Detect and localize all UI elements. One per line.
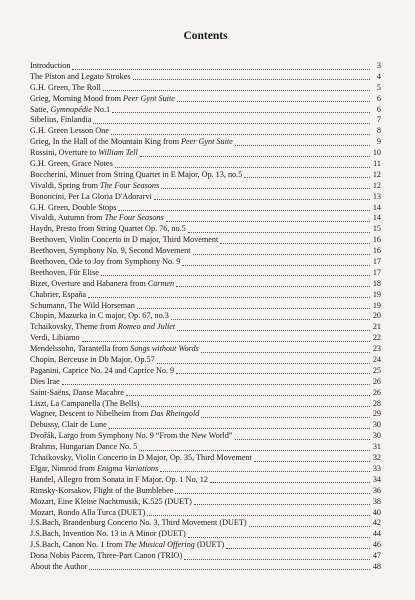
toc-entry-text: The Piston and Legato Strokes — [30, 71, 131, 81]
toc-entry-text: Chopin, Mazurka in C major, Op. 67, no.3 — [30, 311, 169, 321]
toc-entry-text: Saint-Saëns, Danse Macabre — [30, 387, 124, 397]
dot-leader — [141, 406, 370, 407]
toc-entry-title — [30, 213, 164, 224]
toc-entry[interactable] — [30, 486, 381, 497]
dot-leader — [161, 188, 370, 189]
toc-page-number: 9 — [376, 137, 381, 147]
toc-page-number: 6 — [376, 93, 381, 103]
toc-entry-text: Rimsky-Korsakov, Flight of the Bumblebee — [30, 485, 174, 495]
toc-entry[interactable] — [30, 464, 381, 475]
toc-entry-text: Brahms, Hungarian Dance No. 5 — [30, 442, 138, 452]
toc-page-number: 32 — [372, 453, 381, 463]
dot-leader — [175, 493, 370, 494]
dot-leader — [137, 308, 370, 309]
dot-leader — [118, 210, 370, 211]
toc-page-number: 12 — [372, 180, 381, 190]
toc-entry-text: Wagner, Descent to Nibelheim from — [30, 409, 151, 419]
dot-leader — [249, 526, 370, 527]
dot-leader — [182, 265, 370, 266]
toc-entry-text: Bizet, Overture and Habanera from — [30, 278, 148, 288]
toc-entry[interactable] — [30, 279, 381, 290]
toc-entry-title — [30, 529, 186, 540]
toc-entry-title — [30, 181, 159, 192]
toc-entry-title — [30, 61, 70, 72]
toc-entry-text: Sibelius, Finlandia — [30, 115, 92, 125]
dot-leader — [193, 254, 370, 255]
toc-entry-text: Chabrier, España — [30, 289, 87, 299]
toc-entry-title — [30, 148, 138, 159]
toc-entry[interactable] — [30, 344, 381, 355]
toc-entry-text: Vivaldi, Autumn from — [30, 213, 105, 223]
toc-entry[interactable] — [30, 442, 381, 453]
toc-entry-text: G.H. Green Lesson One — [30, 126, 109, 136]
toc-entry-text: Tchaikovsky, Theme from — [30, 322, 118, 332]
toc-page-number: 16 — [372, 235, 381, 245]
toc-page-number: 21 — [372, 322, 381, 332]
toc-entry-text: Elgar, Nimrod from — [30, 463, 97, 473]
toc-page-number: 44 — [372, 529, 381, 539]
toc-entry[interactable] — [30, 115, 381, 126]
toc-entry-title — [30, 235, 218, 246]
toc-page-number: 10 — [372, 148, 381, 158]
toc-page-number: 26 — [372, 387, 381, 397]
toc-entry[interactable] — [30, 257, 381, 268]
toc-page-number: 4 — [376, 71, 381, 81]
toc-entry-text: Beethoven, Für Elise — [30, 267, 99, 277]
dot-leader — [226, 548, 370, 549]
dot-leader — [235, 145, 370, 146]
toc-entry[interactable] — [30, 235, 381, 246]
dot-leader — [201, 352, 370, 353]
dot-leader — [115, 167, 370, 168]
toc-entry-title — [30, 344, 199, 355]
dot-leader — [157, 363, 370, 364]
toc-entry-text: Mozart, Rondo Alla Turca (DUET) — [30, 507, 146, 517]
toc-entry[interactable] — [30, 388, 381, 399]
toc-entry-text: Liszt, La Campanella (The Bells) — [30, 398, 140, 408]
toc-entry-text: Dies Irae — [30, 376, 60, 386]
toc-page-number: 15 — [372, 224, 381, 234]
toc-entry-suffix: No.1 — [91, 104, 111, 114]
toc-entry-title — [30, 224, 186, 235]
toc-entry-title — [30, 83, 101, 94]
toc-entry-title — [30, 246, 191, 257]
toc-entry[interactable] — [30, 61, 381, 72]
dot-leader — [109, 428, 370, 429]
dot-leader — [140, 156, 370, 157]
toc-entry-title — [30, 126, 109, 137]
toc-entry-text: Grieg, In the Hall of the Mountain King from — [30, 137, 181, 147]
toc-entry[interactable] — [30, 170, 381, 181]
toc-entry[interactable] — [30, 159, 381, 170]
page-title: Contents — [183, 30, 228, 42]
toc-entry[interactable] — [30, 355, 381, 366]
toc-entry[interactable] — [30, 529, 381, 540]
toc-entry[interactable] — [30, 83, 381, 94]
toc-entry-title — [30, 475, 208, 486]
dot-leader — [188, 537, 370, 538]
toc-page-number: 17 — [372, 267, 381, 277]
toc-entry-title — [30, 311, 169, 322]
dot-leader — [133, 79, 370, 80]
dot-leader — [160, 471, 370, 472]
toc-entry[interactable] — [30, 290, 381, 301]
toc-entry-work-title: William Tell — [98, 148, 138, 158]
toc-page-number: 46 — [372, 540, 381, 550]
dot-leader — [201, 417, 370, 418]
toc-entry[interactable] — [30, 475, 381, 486]
toc-entry-title — [30, 409, 199, 420]
toc-page-number: 29 — [372, 409, 381, 419]
toc-entry-text: Schumann, The Wild Horseman — [30, 300, 135, 310]
toc-entry-title — [30, 497, 192, 508]
toc-entry-title — [30, 115, 91, 126]
toc-entry[interactable] — [30, 72, 381, 83]
toc-entry-title — [30, 94, 175, 105]
toc-entry-title — [30, 551, 182, 562]
toc-entry-text: Introduction — [30, 60, 71, 70]
toc-entry[interactable] — [30, 497, 381, 508]
dot-leader — [154, 199, 370, 200]
toc-page-number: 25 — [372, 365, 381, 375]
toc-entry-title — [30, 192, 152, 203]
toc-entry-text: Mozart, Eine Kleine Nachtmusik, K.525 (DUET) — [30, 496, 192, 506]
toc-page-number: 5 — [376, 82, 381, 92]
toc-entry-title — [30, 137, 233, 148]
toc-page-number: 3 — [376, 60, 381, 70]
toc-entry[interactable] — [30, 453, 381, 464]
dot-leader — [235, 439, 370, 440]
toc-entry-text: J.S.Bach, Brandenburg Concerto No. 3, Third Movement (DUET) — [30, 518, 247, 528]
toc-entry-text: Handel, Allegro from Sonata in F Major, Op. 1 No. 12 — [30, 474, 208, 484]
toc-entry-text: Boccherini, Minuet from String Quartet in E Major, Op. 13, no.5 — [30, 169, 243, 179]
dot-leader — [166, 221, 370, 222]
toc-entry[interactable] — [30, 377, 381, 388]
toc-page-number: 24 — [372, 355, 381, 365]
toc-entry[interactable] — [30, 224, 381, 235]
toc-entry-work-title: Enigma Variations — [96, 463, 159, 473]
toc-entry[interactable] — [30, 562, 381, 573]
toc-page-number: 30 — [372, 431, 381, 441]
dot-leader — [188, 232, 370, 233]
toc-page-number: 19 — [372, 300, 381, 310]
toc-entry[interactable] — [30, 181, 381, 192]
toc-page-number: 31 — [372, 442, 381, 452]
toc-entry-text: Bononcini, Per La Gloria D'Adorarvi — [30, 191, 152, 201]
toc-entry[interactable] — [30, 105, 381, 116]
toc-entry-title — [30, 170, 242, 181]
toc-entry-title — [30, 268, 99, 279]
toc-entry[interactable] — [30, 203, 381, 214]
toc-entry-text: J.S.Bach, Canon No. 1 from — [30, 540, 125, 550]
toc-entry-text: Dvořák, Largo from Symphony No. 9 “From the New World” — [30, 431, 233, 441]
toc-entry[interactable] — [30, 137, 381, 148]
toc-entry-title — [30, 366, 174, 377]
toc-page-number: 11 — [373, 159, 381, 168]
dot-leader — [194, 504, 370, 505]
toc-entry[interactable] — [30, 126, 381, 137]
table-of-contents — [30, 61, 381, 573]
toc-page-number: 16 — [372, 246, 381, 256]
dot-leader — [147, 515, 370, 516]
dot-leader — [244, 177, 370, 178]
toc-entry-text: Beethoven, Symphony No. 9, Second Movement — [30, 246, 191, 256]
dot-leader — [112, 112, 370, 113]
toc-entry-text: Beethoven, Ode to Joy from Symphony No. 9 — [30, 257, 181, 267]
toc-entry-work-title: Carmen — [147, 278, 175, 288]
toc-page-number: 47 — [372, 551, 381, 561]
toc-entry-text: Tchaikovsky, Violin Concerto in D Major, Op. 35, Third Movement — [30, 453, 252, 463]
dot-leader — [126, 395, 370, 396]
dot-leader — [177, 101, 370, 102]
toc-entry-text: Rossini, Overture to — [30, 148, 99, 158]
toc-entry-work-title: The Four Seasons — [104, 213, 164, 223]
toc-entry-text: Beethoven, Violin Concerto in D major, Third Movement — [30, 235, 219, 245]
toc-entry-text: Grieg, Morning Mood from — [30, 93, 124, 103]
toc-entry-suffix: (DUET) — [194, 540, 225, 550]
toc-entry[interactable] — [30, 399, 381, 410]
toc-page-number: 14 — [372, 213, 381, 223]
dot-leader — [72, 69, 370, 70]
toc-page-number: 33 — [372, 463, 381, 473]
toc-page-number: 8 — [376, 126, 381, 136]
toc-entry-work-title: Romeo and Juliet — [117, 322, 176, 332]
toc-entry[interactable] — [30, 508, 381, 519]
toc-entry-text: Dona Nobis Pacem, Three-Part Canon (TRIO) — [30, 551, 183, 561]
toc-entry-title — [30, 562, 87, 573]
toc-entry-title — [30, 420, 107, 431]
toc-entry-title — [30, 301, 135, 312]
toc-entry[interactable] — [30, 311, 381, 322]
toc-entry-title — [30, 431, 233, 442]
toc-page-number: 13 — [372, 191, 381, 201]
dot-leader — [103, 90, 370, 91]
toc-page-number: 7 — [376, 115, 381, 125]
dot-leader — [82, 341, 370, 342]
toc-entry-title — [30, 355, 155, 366]
toc-entry-title — [30, 518, 247, 529]
toc-page-number: 23 — [372, 344, 381, 354]
dot-leader — [139, 450, 370, 451]
toc-entry-text: About the Author — [30, 561, 88, 571]
toc-entry-work-title: The Musical Offering — [124, 540, 195, 550]
toc-entry-work-title: Das Rheingold — [150, 409, 200, 419]
dot-leader — [254, 461, 370, 462]
toc-entry-text: Mendelssohn, Tarantella from — [30, 344, 131, 354]
toc-page-number: 36 — [372, 485, 381, 495]
toc-page-number: 42 — [372, 518, 381, 528]
toc-entry-text: Paganini, Caprice No. 24 and Caprice No. 9 — [30, 365, 175, 375]
toc-entry-work-title: The Four Seasons — [100, 180, 160, 190]
toc-entry[interactable] — [30, 540, 381, 551]
toc-entry-title — [30, 72, 131, 83]
dot-leader — [101, 275, 370, 276]
toc-entry-title — [30, 257, 180, 268]
toc-entry-text: G.H. Green, Double Stops — [30, 202, 117, 212]
toc-entry-work-title: Gymnopédie — [50, 104, 92, 114]
dot-leader — [176, 373, 370, 374]
toc-entry[interactable] — [30, 94, 381, 105]
toc-page-number: 26 — [372, 376, 381, 386]
toc-entry-title — [30, 290, 86, 301]
toc-entry-work-title: Songs without Words — [130, 344, 199, 354]
toc-entry[interactable] — [30, 431, 381, 442]
dot-leader — [210, 482, 370, 483]
toc-entry-text: Vivaldi, Spring from — [30, 180, 101, 190]
toc-entry[interactable] — [30, 420, 381, 431]
toc-entry[interactable] — [30, 333, 381, 344]
toc-entry-text: G.H. Green, Grace Notes — [30, 159, 113, 168]
toc-entry-title — [30, 464, 158, 475]
toc-entry[interactable] — [30, 246, 381, 257]
toc-entry-title — [30, 159, 113, 170]
toc-page-number: 12 — [372, 169, 381, 179]
toc-entry[interactable] — [30, 410, 381, 421]
toc-page-number: 6 — [376, 104, 381, 114]
toc-page-number: 14 — [372, 202, 381, 212]
dot-leader — [62, 384, 370, 385]
toc-entry-title — [30, 399, 139, 410]
toc-entry[interactable] — [30, 213, 381, 224]
toc-page-number: 19 — [372, 289, 381, 299]
toc-page-number: 17 — [372, 257, 381, 267]
toc-page-number: 38 — [372, 496, 381, 506]
toc-entry-text: G.H. Green, The Roll — [30, 82, 101, 92]
toc-page-number: 30 — [372, 420, 381, 430]
toc-page-number: 40 — [372, 507, 381, 517]
dot-leader — [176, 286, 370, 287]
toc-entry-title — [30, 322, 175, 333]
toc-entry-title — [30, 279, 174, 290]
dot-leader — [93, 123, 370, 124]
toc-entry-title — [30, 105, 110, 116]
toc-entry[interactable] — [30, 192, 381, 203]
toc-entry-work-title: Peer Gynt Suite — [123, 93, 175, 103]
dot-leader — [177, 330, 370, 331]
dot-leader — [111, 134, 370, 135]
toc-entry-text: Haydn, Presto from String Quartet Op. 76, no.5 — [30, 224, 186, 234]
toc-page-number: 18 — [372, 278, 381, 288]
dot-leader — [88, 297, 370, 298]
toc-entry-title — [30, 333, 80, 344]
dot-leader — [171, 319, 370, 320]
toc-entry-title — [30, 377, 60, 388]
toc-page-number: 48 — [372, 561, 381, 571]
toc-page-number: 20 — [372, 311, 381, 321]
toc-entry-title — [30, 486, 173, 497]
toc-entry-title — [30, 388, 124, 399]
toc-entry-title — [30, 540, 224, 551]
toc-entry[interactable] — [30, 268, 381, 279]
dot-leader — [220, 243, 370, 244]
toc-entry-title — [30, 442, 137, 453]
toc-entry-title — [30, 203, 116, 214]
dot-leader — [89, 569, 370, 570]
toc-entry-text: Debussy, Clair de Lune — [30, 420, 107, 430]
toc-page-number: 34 — [372, 474, 381, 484]
toc-page-number: 28 — [372, 398, 381, 408]
toc-page-number: 22 — [372, 333, 381, 343]
toc-entry[interactable] — [30, 366, 381, 377]
toc-entry-title — [30, 508, 145, 519]
toc-entry-text: Verdi, Libiamo — [30, 333, 80, 343]
toc-entry-work-title: Peer Gynt Suite — [180, 137, 233, 147]
dot-leader — [184, 559, 370, 560]
toc-entry-text: J.S.Bach, Invention No. 13 in A Minor (DUET) — [30, 529, 186, 539]
toc-entry[interactable] — [30, 301, 381, 312]
toc-entry[interactable] — [30, 518, 381, 529]
toc-entry-title — [30, 453, 252, 464]
toc-entry-text: Satie, — [30, 104, 51, 114]
toc-entry[interactable] — [30, 322, 381, 333]
toc-entry-text: Chopin, Berceuse in Db Major, Op.57 — [30, 355, 155, 365]
toc-entry[interactable] — [30, 148, 381, 159]
toc-entry[interactable] — [30, 551, 381, 562]
